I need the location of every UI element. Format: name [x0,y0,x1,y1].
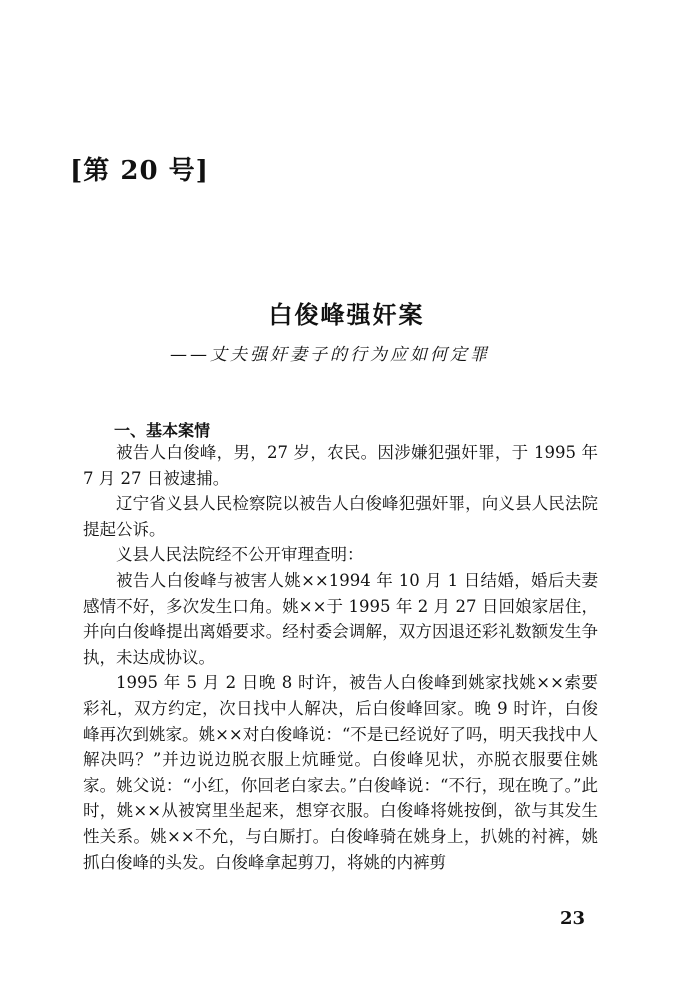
page-number: 23 [560,908,586,929]
article-title: 白俊峰强奸案 [268,300,425,329]
case-number: [第 20 号] [70,156,209,186]
paragraph: 辽宁省义县人民检察院以被告人白俊峰犯强奸罪，向义县人民法院提起公诉。 [83,494,598,539]
paragraph: 被告人白俊峰与被害人姚××1994 年 10 月 1 日结婚，婚后夫妻感情不好，多次发生口角。姚××于 1995 年 2 月 27 日回娘家居住，并向白俊峰提出离婚要求。经村委会调解，双方因退还彩礼数额发生争执，未达成协议。 [83,570,598,667]
paragraph: 义县人民法院经不公开审理查明： [116,545,364,565]
paragraph: 1995 年 5 月 2 日晚 8 时许，被告人白俊峰到姚家找姚××索要彩礼，双方约定，次日找中人解决，后白俊峰回家。晚 9 时许，白俊峰再次到姚家。姚××对白俊峰说：“不是已经说好了吗，明天我找中人解决吗？”并边说边脱衣服上炕睡觉。白俊峰见状，亦脱衣服要住姚家。姚父说：“小红，你回老白家去。”白俊峰说：“不行，现在晚了。”此时，姚××从被窝里坐起来，想穿衣服。白俊峰将姚按倒，欲与其发生性关系。姚××不允，与白厮打。白俊峰骑在姚身上，扒姚的衬裤，姚抓白俊峰的头发。白俊峰拿起剪刀，将姚的内裤剪 [83,673,598,872]
section-heading: 一、基本案情 [114,421,211,440]
paragraph: 被告人白俊峰，男，27 岁，农民。因涉嫌犯强奸罪，于 1995 年 7 月 27 日被逮捕。 [83,443,598,488]
body-text [83,440,598,875]
article-subtitle: ——丈夫强奸妻子的行为应如何定罪 [170,345,490,365]
